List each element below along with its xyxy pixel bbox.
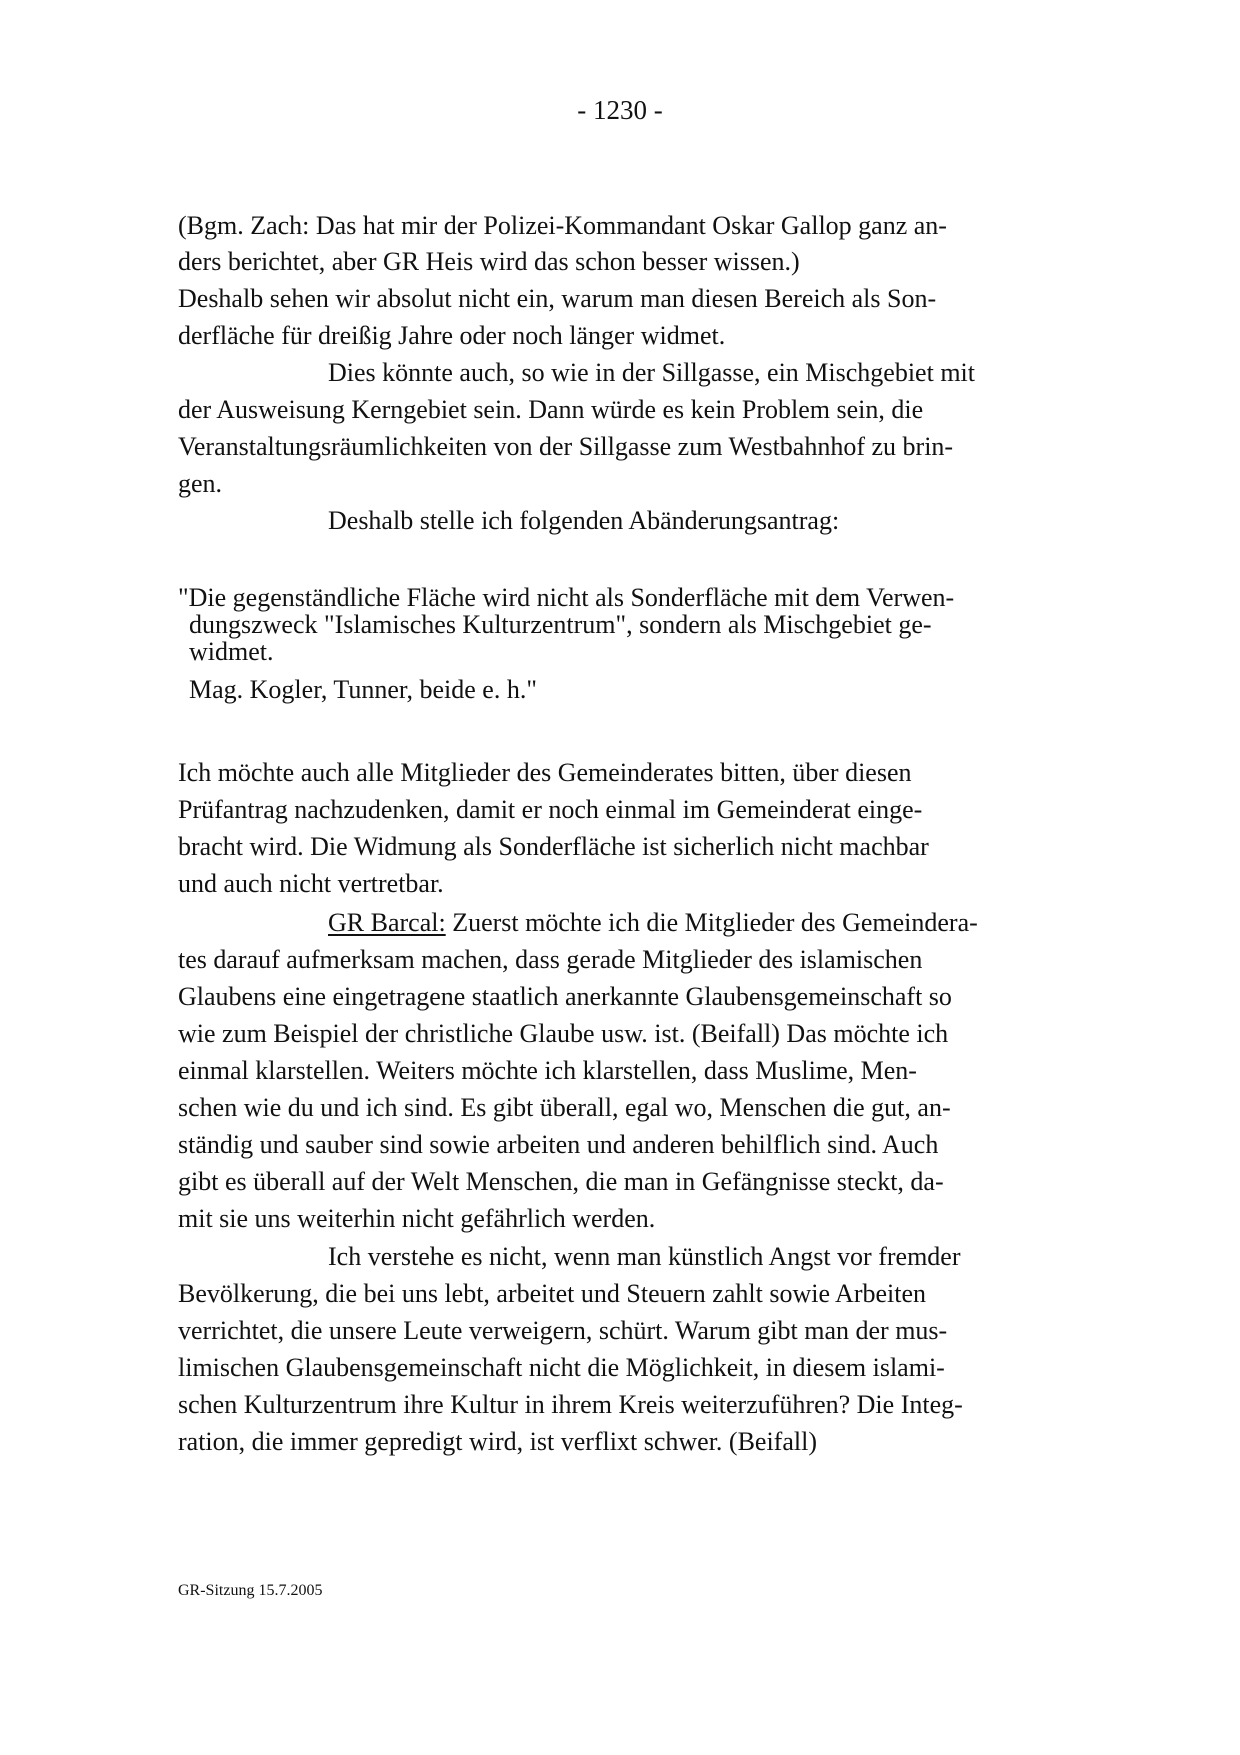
text-line: (Bgm. Zach: Das hat mir der Polizei-Kommandant Oskar Gallop ganz an- — [178, 211, 947, 240]
text-line: Deshalb sehen wir absolut nicht ein, warum man diesen Bereich als Son- — [178, 284, 937, 313]
text-line: und auch nicht vertretbar. — [178, 869, 444, 898]
text-line: Bevölkerung, die bei uns lebt, arbeitet und Steuern zahlt sowie Arbeiten — [178, 1279, 927, 1308]
text-line: Ich möchte auch alle Mitglieder des Gemeinderates bitten, über diesen — [178, 758, 912, 787]
text-line: Glaubens eine eingetragene staatlich anerkannte Glaubensgemeinschaft so — [178, 982, 952, 1011]
text-line: gibt es überall auf der Welt Menschen, die man in Gefängnisse steckt, da- — [178, 1167, 944, 1196]
text-line: ration, die immer gepredigt wird, ist verflixt schwer. (Beifall) — [178, 1427, 817, 1456]
text-line: ständig und sauber sind sowie arbeiten und anderen behilflich sind. Auch — [178, 1130, 939, 1159]
speaker-line — [328, 905, 978, 941]
page-number: - 1230 - — [577, 95, 663, 125]
text-line: schen wie du und ich sind. Es gibt überall, egal wo, Menschen die gut, an- — [178, 1093, 951, 1122]
text-line: wie zum Beispiel der christliche Glaube usw. ist. (Beifall) Das möchte ich — [178, 1019, 949, 1048]
text-line: Ich verstehe es nicht, wenn man künstlich Angst vor fremder — [328, 1242, 961, 1271]
text-line: Dies könnte auch, so wie in der Sillgasse, ein Mischgebiet mit — [328, 358, 975, 387]
motion-quote-line: dungszweck "Islamisches Kulturzentrum", sondern als Mischgebiet ge- — [189, 610, 932, 639]
speaker-line-text: Zuerst möchte ich die Mitglieder des Gemeindera- — [445, 908, 978, 937]
text-line: einmal klarstellen. Weiters möchte ich klarstellen, dass Muslime, Men- — [178, 1056, 917, 1085]
speaker-name: GR Barcal: — [328, 908, 446, 937]
text-line: mit sie uns weiterhin nicht gefährlich werden. — [178, 1204, 656, 1233]
text-line: der Ausweisung Kerngebiet sein. Dann würde es kein Problem sein, die — [178, 395, 924, 424]
text-line: Prüfantrag nachzudenken, damit er noch einmal im Gemeinderat einge- — [178, 795, 923, 824]
text-line: bracht wird. Die Widmung als Sonderfläche ist sicherlich nicht machbar — [178, 832, 929, 861]
text-line: limischen Glaubensgemeinschaft nicht die Möglichkeit, in diesem islami- — [178, 1353, 945, 1382]
footer: GR-Sitzung 15.7.2005 — [178, 1582, 323, 1599]
motion-quote-line: widmet. — [189, 637, 274, 666]
text-line: verrichtet, die unsere Leute verweigern, schürt. Warum gibt man der mus- — [178, 1316, 948, 1345]
text-line: ders berichtet, aber GR Heis wird das schon besser wissen.) — [178, 247, 800, 276]
text-line: Veranstaltungsräumlichkeiten von der Sillgasse zum Westbahnhof zu brin- — [178, 432, 954, 461]
text-line: Deshalb stelle ich folgenden Abänderungsantrag: — [328, 506, 840, 535]
text-line: gen. — [178, 469, 223, 498]
motion-quote-line: "Die gegenständliche Fläche wird nicht als Sonderfläche mit dem Verwen- — [178, 583, 955, 612]
motion-signature: Mag. Kogler, Tunner, beide e. h." — [189, 675, 537, 704]
text-line: derfläche für dreißig Jahre oder noch länger widmet. — [178, 321, 726, 350]
text-line: schen Kulturzentrum ihre Kultur in ihrem Kreis weiterzuführen? Die Integ- — [178, 1390, 963, 1419]
text-line: tes darauf aufmerksam machen, dass gerade Mitglieder des islamischen — [178, 945, 923, 974]
